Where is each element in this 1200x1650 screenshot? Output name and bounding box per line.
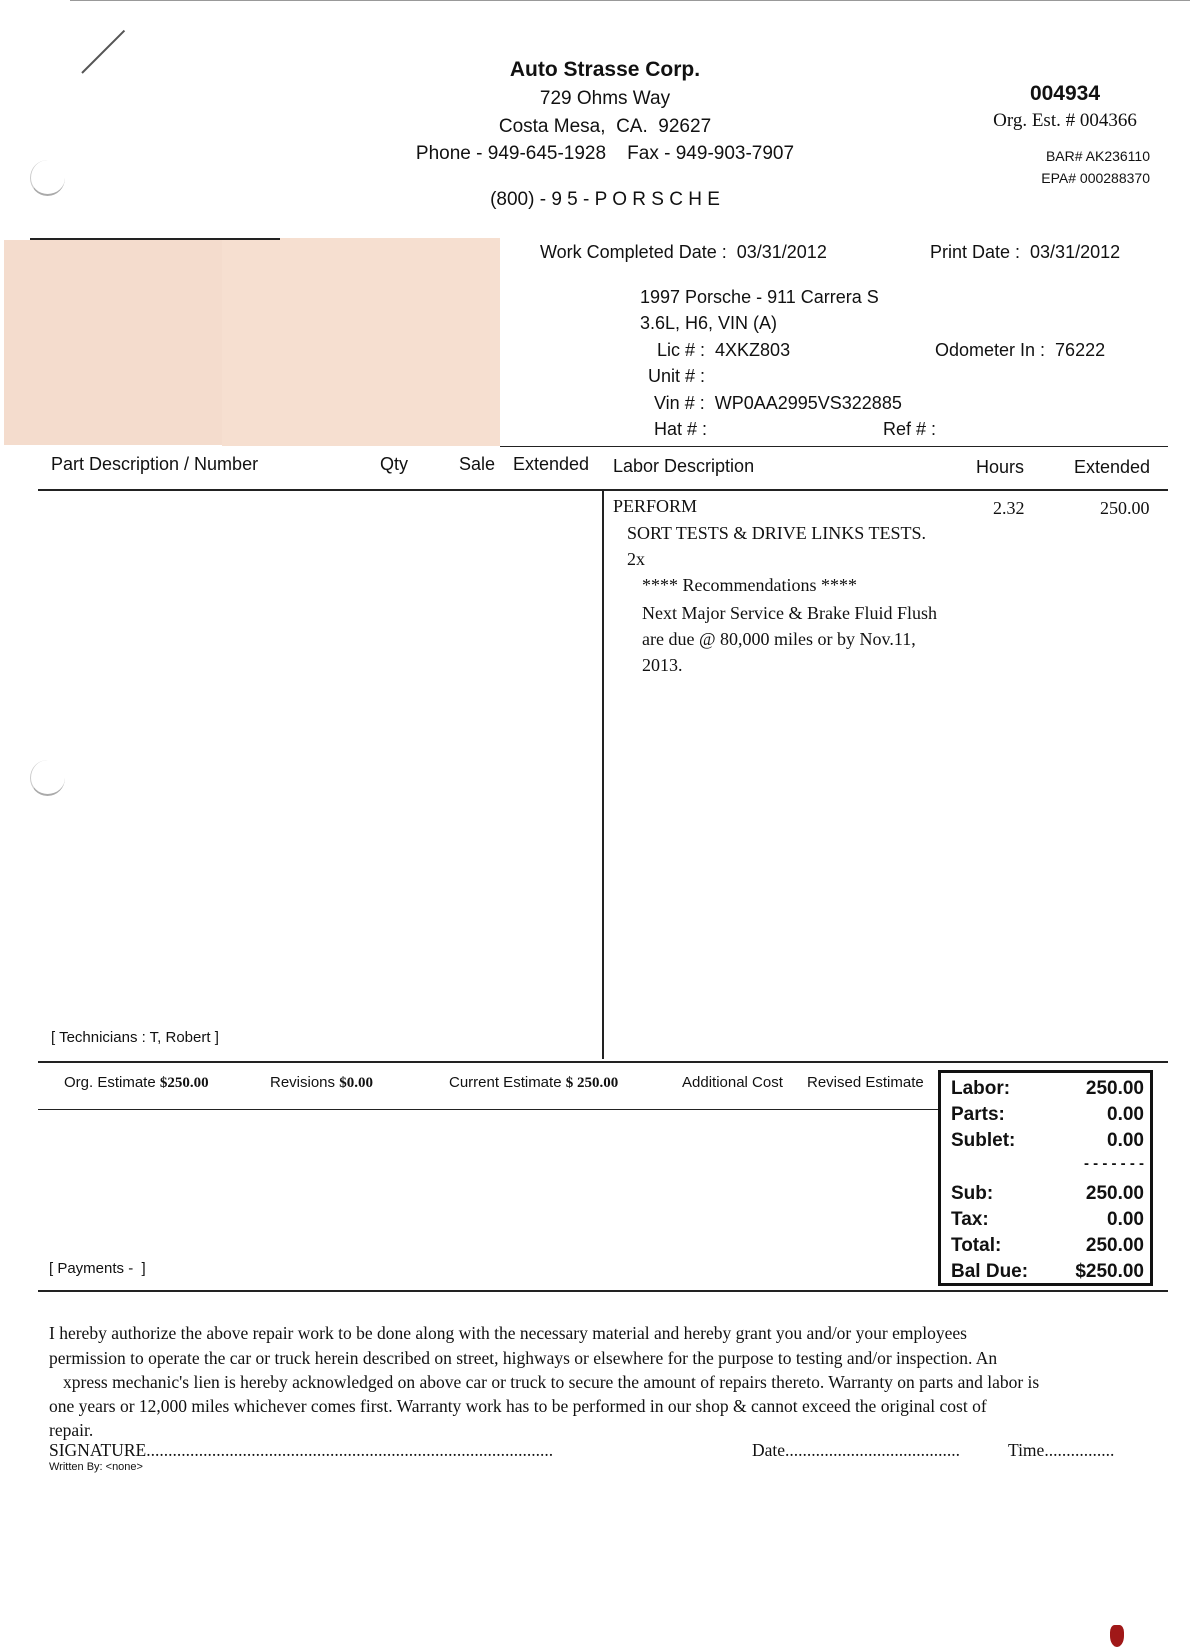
authorization-line-5: repair. xyxy=(49,1420,94,1440)
hat-number: Hat # : xyxy=(654,419,708,439)
original-estimate-number: Org. Est. # 004366 xyxy=(993,110,1137,131)
shop-phone-fax: Phone - 949-645-1928 Fax - 949-903-7907 xyxy=(415,143,795,164)
totals-tax-label: Tax: xyxy=(951,1209,989,1230)
signature-line: SIGNATURE............................................................................................. xyxy=(49,1440,554,1460)
revisions xyxy=(270,1074,373,1092)
totals-balance-value: $250.00 xyxy=(1075,1261,1144,1282)
estimates-top-rule xyxy=(38,1061,1168,1063)
invoice-number: 004934 xyxy=(1029,82,1101,105)
top-edge-line xyxy=(70,0,1190,1)
work-completed-date: Work Completed Date : 03/31/2012 xyxy=(540,242,827,262)
labor-amount: 250.00 xyxy=(1100,498,1150,518)
col-hours: Hours xyxy=(976,457,1025,477)
totals-box xyxy=(938,1070,1153,1286)
totals-parts-value: 0.00 xyxy=(1107,1104,1144,1125)
labor-line-1: SORT TESTS & DRIVE LINKS TESTS. xyxy=(627,523,926,543)
current-estimate xyxy=(449,1074,618,1092)
totals-labor-label: Labor: xyxy=(951,1078,1011,1099)
punch-hole-top xyxy=(30,160,65,196)
date-line: Date........................................ xyxy=(752,1440,961,1460)
additional-cost-label: Additional Cost xyxy=(682,1074,783,1091)
written-by: Written By: <none> xyxy=(49,1461,143,1473)
totals-bottom-rule xyxy=(38,1290,1168,1292)
unit-number: Unit # : xyxy=(648,366,706,386)
bar-number: BAR# AK236110 xyxy=(1045,148,1150,164)
col-labor-extended: Extended xyxy=(1074,457,1151,477)
totals-labor-value: 250.00 xyxy=(1085,1078,1144,1099)
recommendation-line-1: Next Major Service & Brake Fluid Flush xyxy=(642,603,937,623)
totals-total-label: Total: xyxy=(951,1235,1002,1256)
estimates-bottom-rule xyxy=(38,1109,938,1110)
labor-line-2: 2x xyxy=(627,549,645,569)
totals-total-value: 250.00 xyxy=(1085,1235,1144,1256)
epa-number: EPA# 000288370 xyxy=(1041,170,1150,186)
recommendations-header: **** Recommendations **** xyxy=(642,575,857,595)
totals-separator: - - - - - - - xyxy=(1084,1155,1144,1172)
technicians: [ Technicians : T, Robert ] xyxy=(51,1029,219,1046)
totals-sub-value: 250.00 xyxy=(1085,1183,1144,1204)
recommendation-line-3: 2013. xyxy=(642,655,683,675)
col-extended: Extended xyxy=(513,454,590,474)
vehicle-model: 1997 Porsche - 911 Carrera S xyxy=(640,287,879,307)
time-line: Time................ xyxy=(1008,1440,1115,1460)
labor-hours: 2.32 xyxy=(993,498,1025,518)
redacted-customer-info xyxy=(4,240,222,445)
red-mark xyxy=(1110,1625,1124,1647)
totals-sub-label: Sub: xyxy=(951,1183,994,1204)
header-top-rule xyxy=(500,446,1168,447)
recommendation-line-2: are due @ 80,000 miles or by Nov.11, xyxy=(642,629,916,649)
redacted-customer-phone xyxy=(222,238,500,446)
customer-top-rule xyxy=(30,238,280,240)
shop-toll-free: (800) - 9 5 - P O R S C H E xyxy=(490,189,720,210)
org-estimate-value: $250.00 xyxy=(159,1075,209,1091)
shop-address-line2: Costa Mesa, CA. 92627 xyxy=(498,116,712,137)
totals-sublet-label: Sublet: xyxy=(951,1130,1016,1151)
org-estimate xyxy=(64,1074,209,1092)
ref-number: Ref # : xyxy=(883,419,937,439)
odometer-in: Odometer In : 76222 xyxy=(935,340,1106,360)
revisions-label: Revisions xyxy=(270,1074,336,1091)
column-divider xyxy=(602,491,604,1059)
col-sale: Sale xyxy=(459,454,496,474)
current-estimate-label: Current Estimate xyxy=(449,1074,562,1091)
current-estimate-value: $ 250.00 xyxy=(565,1075,619,1091)
authorization-line-2: permission to operate the car or truck herein described on street, highways or elsewhere for the purpose to testing and/or inspection. An xyxy=(49,1348,998,1368)
col-labor-description: Labor Description xyxy=(613,456,755,476)
totals-balance-label: Bal Due: xyxy=(951,1261,1029,1282)
license-number: Lic # : 4XKZ803 xyxy=(657,340,791,360)
pen-mark xyxy=(81,30,125,74)
revised-estimate-label: Revised Estimate xyxy=(807,1074,924,1091)
payments: [ Payments - ] xyxy=(49,1260,146,1277)
revisions-value: $0.00 xyxy=(339,1075,373,1091)
totals-tax-value: 0.00 xyxy=(1107,1209,1144,1230)
authorization-line-3: xpress mechanic's lien is hereby acknowledged on above car or truck to secure the amount of repairs thereto. Warranty on parts and labor is xyxy=(63,1372,1040,1392)
col-part-description: Part Description / Number xyxy=(51,454,259,474)
org-estimate-label: Org. Estimate xyxy=(64,1074,156,1091)
punch-hole-middle xyxy=(30,760,65,796)
vehicle-engine: 3.6L, H6, VIN (A) xyxy=(640,313,778,333)
print-date: Print Date : 03/31/2012 xyxy=(930,242,1121,262)
shop-address-line1: 729 Ohms Way xyxy=(539,88,671,109)
totals-parts-label: Parts: xyxy=(951,1104,1005,1125)
authorization-line-1: I hereby authorize the above repair work to be done along with the necessary material and hereby grant you and/or your employees xyxy=(49,1323,967,1343)
shop-name: Auto Strasse Corp. xyxy=(509,58,701,81)
vin-number: Vin # : WP0AA2995VS322885 xyxy=(654,393,902,413)
labor-operation: PERFORM xyxy=(613,496,698,516)
col-qty: Qty xyxy=(380,454,409,474)
authorization-line-4: one years or 12,000 miles whichever comes first. Warranty work has to be performed in our shop & cannot exceed the original cost of xyxy=(49,1396,987,1416)
totals-sublet-value: 0.00 xyxy=(1107,1130,1144,1151)
